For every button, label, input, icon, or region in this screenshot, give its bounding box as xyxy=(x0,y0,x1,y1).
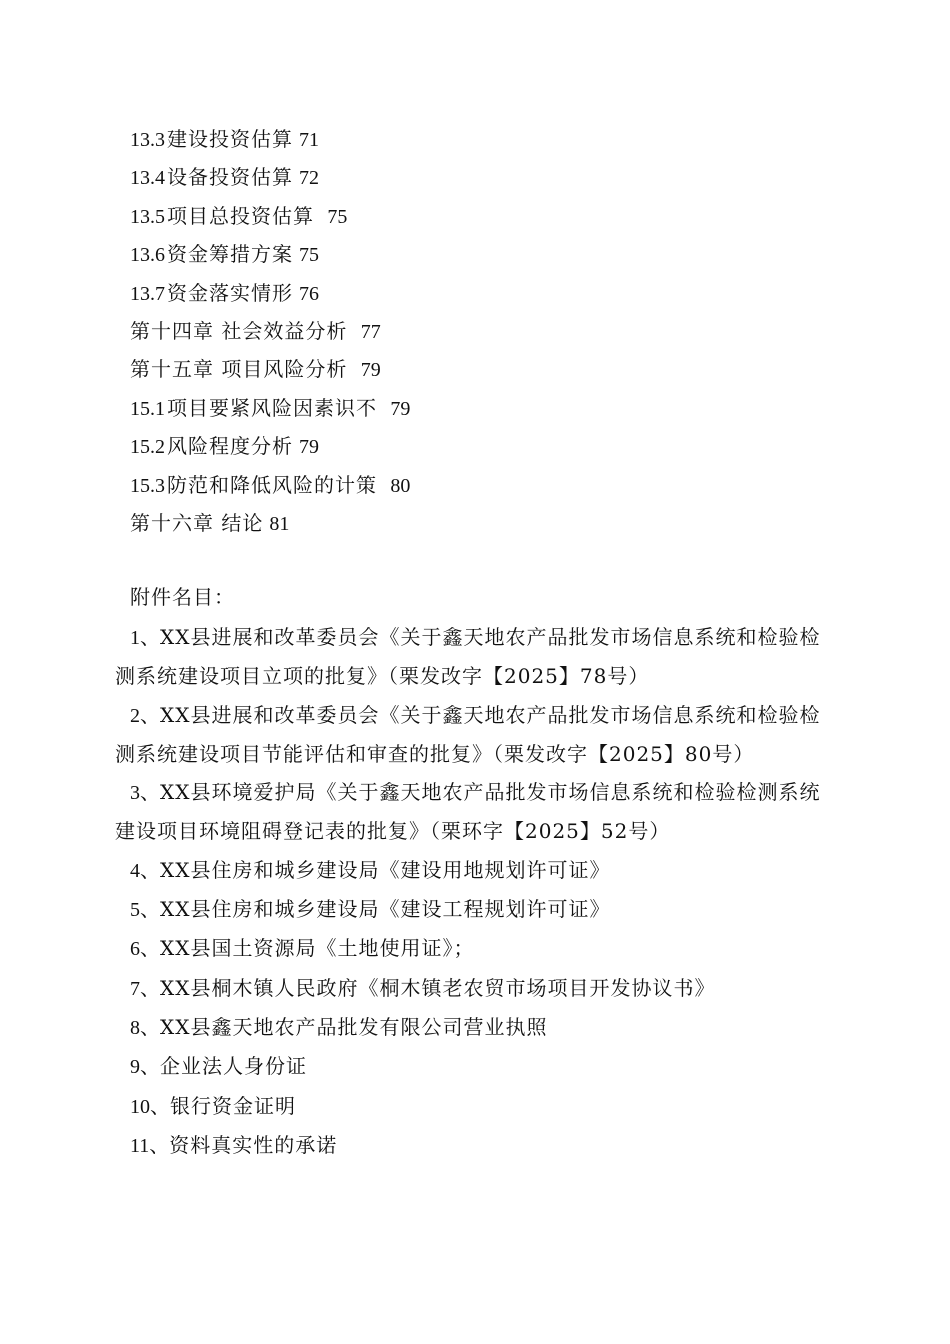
toc-entry-title: 第十六章 结论 xyxy=(130,510,264,535)
annex-item-index: 4、 xyxy=(130,859,160,882)
annex-item-text: XX县住房和城乡建设局《建设工程规划许可证》 xyxy=(160,897,611,922)
toc-entry-number: 13.5 xyxy=(130,205,165,228)
annex-title: 附件名目： xyxy=(130,585,235,609)
annex-item-index: 8、 xyxy=(130,1016,160,1039)
toc-entry-page-number: 79 xyxy=(390,397,411,420)
annex-item-index: 10、 xyxy=(130,1095,170,1118)
annex-item-text: XX县桐木镇人民政府《桐木镇老农贸市场项目开发协议书》 xyxy=(160,975,716,1000)
annex-item xyxy=(115,969,835,1008)
toc-entry-number: 15.1 xyxy=(130,397,165,420)
toc-entry-title: 资金筹措方案 xyxy=(167,242,293,267)
annex-item-text: XX县住房和城乡建设局《建设用地规划许可证》 xyxy=(160,857,611,882)
toc-entry-page-number: 79 xyxy=(299,436,319,459)
toc-entry-title: 第十四章 社会效益分析 xyxy=(130,318,355,343)
table-of-contents xyxy=(130,120,830,542)
annex-item xyxy=(115,1047,835,1086)
annex-item-text: XX县国土资源局《土地使用证》； xyxy=(160,936,475,961)
toc-entry[interactable] xyxy=(130,120,830,158)
toc-entry-page-number: 72 xyxy=(299,167,319,190)
toc-entry[interactable] xyxy=(130,350,830,388)
toc-entry-page-number: 75 xyxy=(299,244,319,267)
toc-entry-title: 项目要紧风险因素识不 xyxy=(167,395,385,420)
annex-item xyxy=(115,1008,835,1047)
toc-entry[interactable] xyxy=(130,274,830,312)
toc-entry-title: 设备投资估算 xyxy=(167,165,293,190)
toc-entry-number: 13.7 xyxy=(130,282,165,305)
annex-item-text: XX县环境爱护局《关于鑫天地农产品批发市场信息系统和检验检测系统建设项目环境阻碍登记表的批复》（栗环字【2025】52号） xyxy=(115,780,821,844)
annex-item-index: 7、 xyxy=(130,977,160,1000)
annex-item xyxy=(115,890,835,929)
toc-entry-number: 13.3 xyxy=(130,129,165,151)
toc-entry-title: 风险程度分析 xyxy=(167,434,293,459)
toc-entry[interactable] xyxy=(130,235,830,273)
annex-item xyxy=(115,1087,835,1126)
toc-entry-page-number: 80 xyxy=(390,474,411,497)
annex-item-index: 1、 xyxy=(130,627,160,649)
annex-item xyxy=(115,773,835,851)
annex-item xyxy=(115,851,835,890)
annex-item-index: 9、 xyxy=(130,1056,160,1079)
toc-entry-page-number: 75 xyxy=(327,205,348,228)
annex-item-text: XX县鑫天地农产品批发有限公司营业执照 xyxy=(160,1014,548,1039)
toc-entry-title: 项目总投资估算 xyxy=(167,203,322,228)
annex-item xyxy=(115,618,835,696)
toc-entry-number: 15.3 xyxy=(130,474,165,497)
annex-item-index: 5、 xyxy=(130,899,160,922)
annex-item-index: 3、 xyxy=(130,782,160,805)
annex-item-text: XX县进展和改革委员会《关于鑫天地农产品批发市场信息系统和检验检测系统建设项目节能评估和审查的批复》（栗发改字【2025】80号） xyxy=(115,702,821,766)
toc-entry[interactable] xyxy=(130,197,830,235)
toc-entry[interactable] xyxy=(130,427,830,465)
annex-item-index: 11、 xyxy=(130,1134,170,1157)
toc-entry-title: 防范和降低风险的计策 xyxy=(167,472,385,497)
toc-entry-page-number: 77 xyxy=(360,320,381,343)
toc-entry-page-number: 81 xyxy=(269,512,290,535)
annex-item-text: 银行资金证明 xyxy=(170,1093,296,1118)
annex-item xyxy=(115,696,835,774)
toc-entry-number: 13.4 xyxy=(130,167,165,190)
annex-item-text: 企业法人身份证 xyxy=(160,1054,307,1079)
annex-item xyxy=(115,1126,835,1165)
toc-entry-page-number: 71 xyxy=(299,129,319,151)
toc-entry-number: 13.6 xyxy=(130,244,165,267)
annex-item-text: 资料真实性的承诺 xyxy=(169,1132,338,1157)
annex-list xyxy=(115,618,835,1165)
annex-item xyxy=(115,929,835,968)
annex-item-index: 2、 xyxy=(130,704,160,727)
annex-item-text: XX县进展和改革委员会《关于鑫天地农产品批发市场信息系统和检验检测系统建设项目立项的批复》（栗发改字【2025】78号） xyxy=(115,625,821,689)
toc-entry[interactable] xyxy=(130,389,830,427)
toc-entry-title: 建设投资估算 xyxy=(167,127,293,151)
toc-entry-number: 15.2 xyxy=(130,436,165,459)
toc-entry[interactable] xyxy=(130,466,830,504)
toc-entry-title: 资金落实情形 xyxy=(167,280,293,305)
toc-entry-page-number: 76 xyxy=(299,282,319,305)
toc-entry-page-number: 79 xyxy=(360,359,381,382)
annex-item-index: 6、 xyxy=(130,938,160,961)
toc-entry[interactable] xyxy=(130,312,830,350)
toc-entry-title: 第十五章 项目风险分析 xyxy=(130,357,355,382)
toc-entry[interactable] xyxy=(130,504,830,542)
toc-entry[interactable] xyxy=(130,158,830,196)
